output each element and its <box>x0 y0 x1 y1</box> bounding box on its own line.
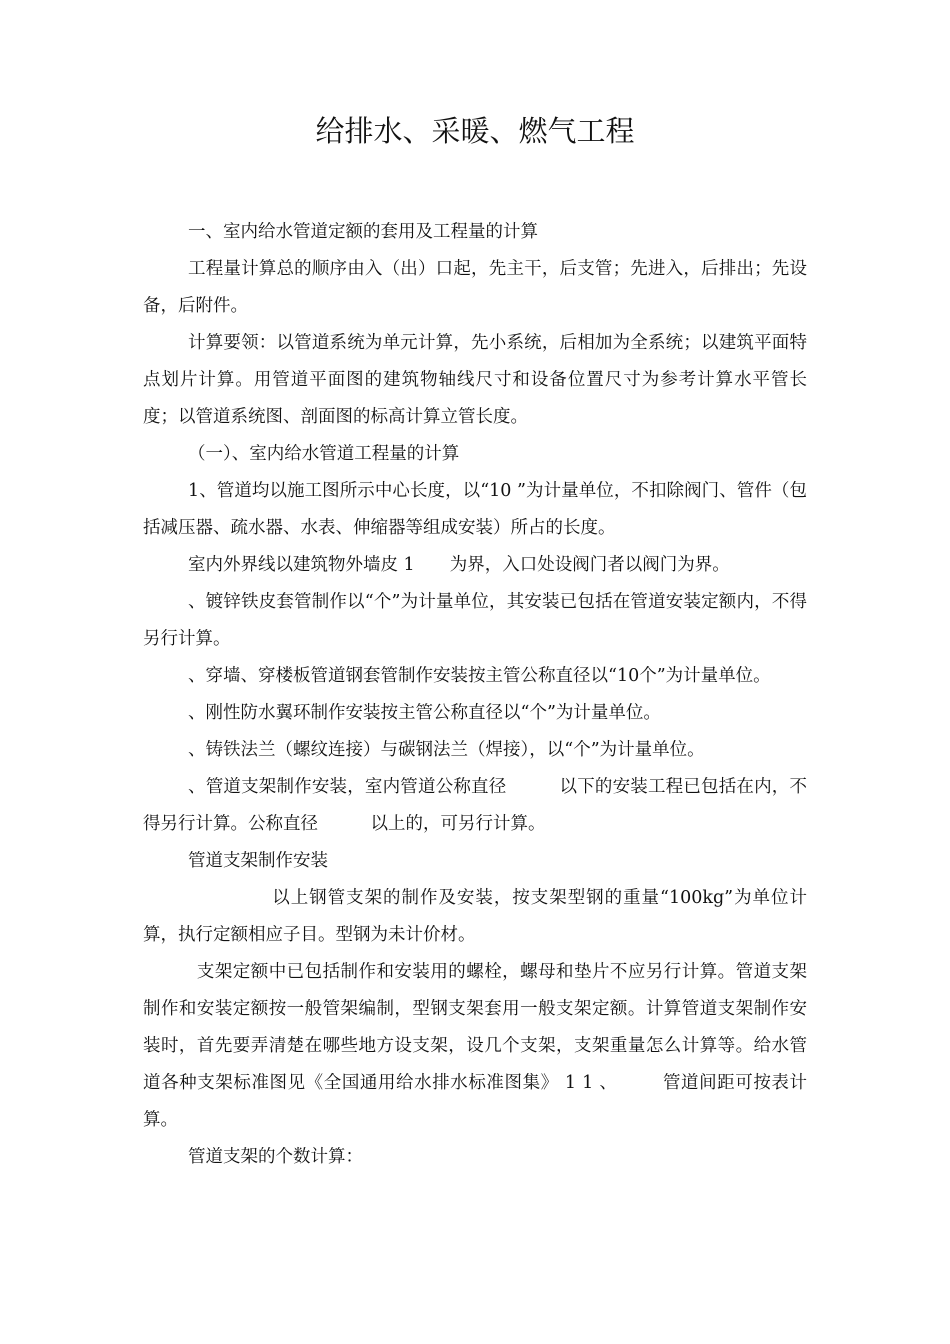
paragraph: 、管道支架制作安装，室内管道公称直径 以下的安装工程已包括在内，不得另行计算。公称直径 以上的，可另行计算。 <box>143 777 807 834</box>
paragraph: 1、管道均以施工图所示中心长度，以“10 ”为计量单位，不扣除阀门、管件（包括减压器、疏水器、水表、伸缩器等组成安装）所占的长度。 <box>143 481 807 538</box>
document-body <box>143 214 807 1176</box>
paragraph: 计算要领：以管道系统为单元计算，先小系统，后相加为全系统；以建筑平面特点划片计算。用管道平面图的建筑物轴线尺寸和设备位置尺寸为参考计算水平管长度；以管道系统图、剖面图的标高计算立管长度。 <box>143 333 807 427</box>
paragraph: 室内外界线以建筑物外墙皮 1 为界，入口处设阀门者以阀门为界。 <box>188 555 730 575</box>
paragraph: 工程量计算总的顺序由入（出）口起，先主干，后支管；先进入，后排出；先设备，后附件。 <box>143 259 807 316</box>
subsection-heading: 管道支架制作安装 <box>188 851 328 871</box>
paragraph: 、刚性防水翼环制作安装按主管公称直径以“个”为计量单位。 <box>188 703 661 723</box>
paragraph: 、穿墙、穿楼板管道钢套管制作安装按主管公称直径以“10个”为计量单位。 <box>188 666 771 686</box>
subsection-heading: （一）、室内给水管道工程量的计算 <box>188 444 460 464</box>
subsection-heading: 管道支架的个数计算： <box>188 1147 363 1167</box>
paragraph: 支架定额中已包括制作和安装用的螺栓，螺母和垫片不应另行计算。管道支架制作和安装定额按一般管架编制，型钢支架套用一般支架定额。计算管道支架制作安装时，首先要弄清楚在哪些地方设支架，设几个支架，支架重量怎么计算等。给水管道各种支架标准图见《全国通用给水排水标准图集》 1 1 、 管道间距可按表计算。 <box>143 962 807 1130</box>
page-title: 给排水、采暖、燃气工程 <box>315 114 635 148</box>
paragraph: 以上钢管支架的制作及安装，按支架型钢的重量“100kg”为单位计算，执行定额相应子目。型钢为未计价材。 <box>143 888 807 945</box>
section-heading: 一、室内给水管道定额的套用及工程量的计算 <box>188 222 538 242</box>
paragraph: 、铸铁法兰（螺纹连接）与碳钢法兰（焊接），以“个”为计量单位。 <box>188 740 705 760</box>
paragraph: 、镀锌铁皮套管制作以“个”为计量单位，其安装已包括在管道安装定额内，不得另行计算。 <box>143 592 807 649</box>
